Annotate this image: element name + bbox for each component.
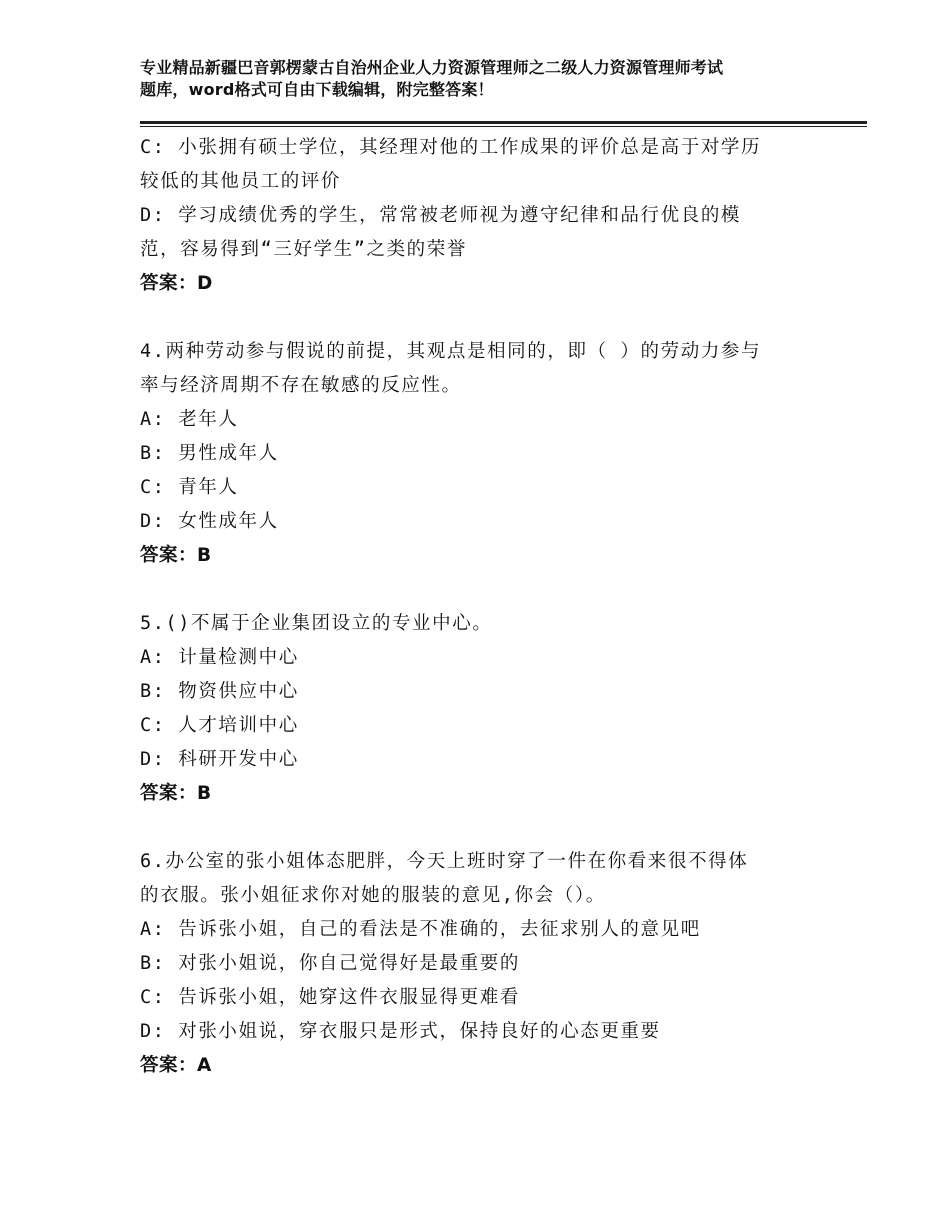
question-5 xyxy=(140,607,830,811)
spacer xyxy=(140,573,830,607)
document-header xyxy=(140,57,830,101)
q4-option-c: C: 青年人 xyxy=(140,477,239,498)
header-rule-thin xyxy=(140,126,867,127)
question-4 xyxy=(140,335,830,573)
question-3 xyxy=(140,131,830,301)
q4-stem-line-2: 率与经济周期不存在敏感的反应性。 xyxy=(140,375,462,396)
q4-answer: 答案：B xyxy=(140,545,212,566)
q4-option-a: A: 老年人 xyxy=(140,409,239,430)
q4-option-b: B: 男性成年人 xyxy=(140,443,279,464)
header-rule-thick xyxy=(140,121,867,124)
q3-option-d-line-1: D: 学习成绩优秀的学生，常常被老师视为遵守纪律和品行优良的模 xyxy=(140,205,742,226)
q5-stem: 5.()不属于企业集团设立的专业中心。 xyxy=(140,613,493,634)
header-line-2: 题库，word格式可自由下载编辑，附完整答案！ xyxy=(140,80,494,99)
spacer xyxy=(140,811,830,845)
q5-option-d: D: 科研开发中心 xyxy=(140,749,299,770)
q4-option-d: D: 女性成年人 xyxy=(140,511,279,532)
question-6 xyxy=(140,845,830,1083)
q6-option-b: B: 对张小姐说，你自己觉得好是最重要的 xyxy=(140,953,520,974)
q3-option-c-line-1: C: 小张拥有硕士学位，其经理对他的工作成果的评价总是高于对学历 xyxy=(140,137,762,158)
q6-stem-line-1: 6.办公室的张小姐体态肥胖，今天上班时穿了一件在你看来很不得体 xyxy=(140,851,749,872)
q3-option-c-line-2: 较低的其他员工的评价 xyxy=(140,171,342,192)
q5-answer: 答案：B xyxy=(140,783,212,804)
q5-option-b: B: 物资供应中心 xyxy=(140,681,299,702)
header-line-1: 专业精品新疆巴音郭楞蒙古自治州企业人力资源管理师之二级人力资源管理师考试 xyxy=(140,58,724,77)
document-body xyxy=(140,131,830,1083)
q5-option-c: C: 人才培训中心 xyxy=(140,715,299,736)
q6-option-d: D: 对张小姐说，穿衣服只是形式，保持良好的心态更重要 xyxy=(140,1021,661,1042)
q3-answer: 答案：D xyxy=(140,273,213,294)
spacer xyxy=(140,301,830,335)
q3-option-d-line-2: 范，容易得到“三好学生”之类的荣誉 xyxy=(140,239,467,260)
q6-option-c: C: 告诉张小姐，她穿这件衣服显得更难看 xyxy=(140,987,520,1008)
q5-option-a: A: 计量检测中心 xyxy=(140,647,299,668)
q6-option-a: A: 告诉张小姐，自己的看法是不准确的，去征求别人的意见吧 xyxy=(140,919,701,940)
q6-stem-line-2: 的衣服。张小姐征求你对她的服装的意见,你会（）。 xyxy=(140,885,606,906)
q4-stem-line-1: 4.两种劳动参与假说的前提，其观点是相同的，即（ ）的劳动力参与 xyxy=(140,341,762,362)
q6-answer: 答案：A xyxy=(140,1055,212,1076)
